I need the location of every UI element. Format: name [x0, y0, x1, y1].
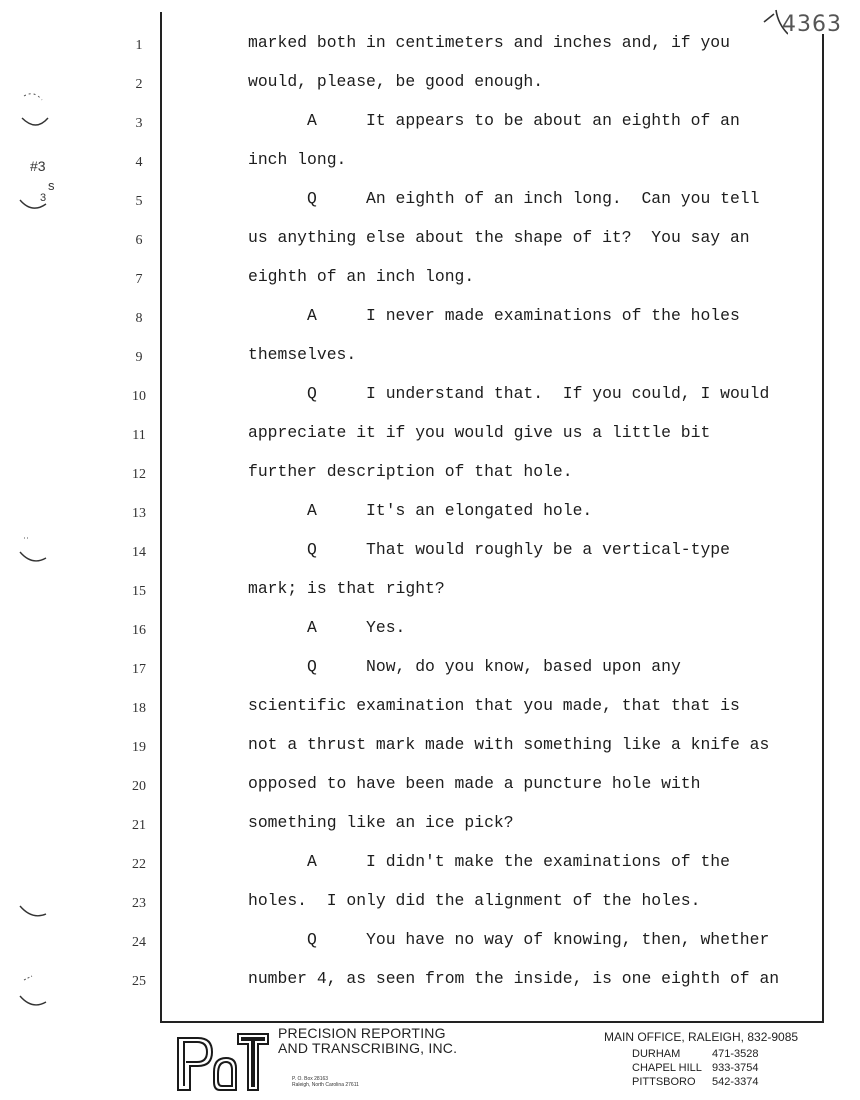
transcript-line: A Yes.: [248, 618, 406, 637]
page-number: 4363: [782, 12, 842, 37]
line-number: 16: [132, 623, 146, 638]
transcript-line: Q You have no way of knowing, then, whether: [248, 930, 770, 949]
transcript-line: Q An eighth of an inch long. Can you tell: [248, 189, 760, 208]
line-number: 24: [132, 935, 146, 950]
transcript-line: holes. I only did the alignment of the holes.: [248, 891, 701, 910]
office-phone: 471-3528: [712, 1048, 759, 1060]
margin-note: #3: [30, 158, 46, 174]
transcript-line: A I never made examinations of the holes: [248, 306, 740, 325]
firm-name-line2: AND TRANSCRIBING, INC.: [278, 1040, 458, 1056]
transcript-line: A It appears to be about an eighth of an: [248, 111, 740, 130]
firm-address-line1: P. O. Box 28163: [292, 1076, 329, 1082]
transcript-line: further description of that hole.: [248, 462, 573, 481]
firm-address-line2: Raleigh, North Carolina 27611: [292, 1082, 359, 1088]
margin-curve-mark: [18, 88, 52, 134]
office-phone: 542-3374: [712, 1076, 759, 1088]
logo-text: P&T: [174, 1040, 176, 1041]
transcript-line: opposed to have been made a puncture hole with: [248, 774, 701, 793]
bottom-rule: [160, 1021, 824, 1023]
transcript-line: Q Now, do you know, based upon any: [248, 657, 681, 676]
line-number: 19: [132, 740, 146, 755]
margin-note: s: [48, 178, 55, 193]
transcript-line: Q I understand that. If you could, I would: [248, 384, 770, 403]
margin-curve-mark: [16, 194, 52, 218]
left-margin-rule: [160, 12, 162, 1022]
office-city: CHAPEL HILL: [632, 1062, 702, 1074]
line-number: 23: [132, 896, 146, 911]
line-number: 4: [135, 155, 143, 170]
line-number: 13: [132, 506, 146, 521]
office-city: DURHAM: [632, 1048, 681, 1060]
transcript-line: marked both in centimeters and inches and, if you: [248, 33, 730, 52]
transcript-line: scientific examination that you made, that that is: [248, 696, 740, 715]
transcript-line: mark; is that right?: [248, 579, 445, 598]
line-number: 11: [132, 428, 146, 443]
margin-curve-mark: [16, 972, 50, 1012]
transcript-line: eighth of an inch long.: [248, 267, 475, 286]
firm-name-line1: PRECISION REPORTING: [278, 1025, 446, 1041]
line-number: 17: [132, 662, 146, 677]
line-number: 25: [132, 974, 146, 989]
office-city: PITTSBORO: [632, 1076, 696, 1088]
office-phone: 933-3754: [712, 1062, 759, 1074]
transcript-line: Q That would roughly be a vertical-type: [248, 540, 730, 559]
transcript-line: A It's an elongated hole.: [248, 501, 593, 520]
line-number: 15: [132, 584, 146, 599]
line-number: 22: [132, 857, 146, 872]
line-number: 8: [135, 311, 143, 326]
line-number: 18: [132, 701, 146, 716]
line-number: 12: [132, 467, 146, 482]
margin-curve-mark: [16, 534, 50, 568]
main-office: MAIN OFFICE, RALEIGH, 832-9085: [604, 1030, 799, 1044]
line-number: 7: [135, 272, 143, 287]
pt-logo: [172, 1028, 272, 1094]
transcript-line: not a thrust mark made with something like a knife as: [248, 735, 770, 754]
line-number: 6: [135, 233, 143, 248]
transcript-line: something like an ice pick?: [248, 813, 514, 832]
transcript-line: number 4, as seen from the inside, is one eighth of an: [248, 969, 780, 988]
margin-note: 3: [40, 192, 47, 204]
right-margin-rule: [822, 34, 824, 1022]
transcript-line: us anything else about the shape of it? You say an: [248, 228, 750, 247]
line-number: 2: [135, 77, 143, 92]
office-row: [632, 1048, 759, 1060]
line-number: 20: [132, 779, 146, 794]
transcript-line: themselves.: [248, 345, 357, 364]
office-row: [632, 1076, 759, 1088]
line-number: 3: [135, 116, 143, 131]
transcript-line: A I didn't make the examinations of the: [248, 852, 730, 871]
margin-curve-mark: [16, 900, 50, 924]
transcript-line: appreciate it if you would give us a little bit: [248, 423, 711, 442]
line-number: 10: [132, 389, 146, 404]
line-number: 1: [135, 38, 143, 53]
office-row: [632, 1062, 759, 1074]
line-number: 5: [135, 194, 143, 209]
line-number: 14: [132, 545, 146, 560]
firm-address: [292, 1076, 359, 1088]
line-number: 9: [135, 350, 143, 365]
transcript-line: inch long.: [248, 150, 347, 169]
transcript-line: would, please, be good enough.: [248, 72, 544, 91]
line-number: 21: [132, 818, 146, 833]
firm-name: [278, 1026, 457, 1056]
